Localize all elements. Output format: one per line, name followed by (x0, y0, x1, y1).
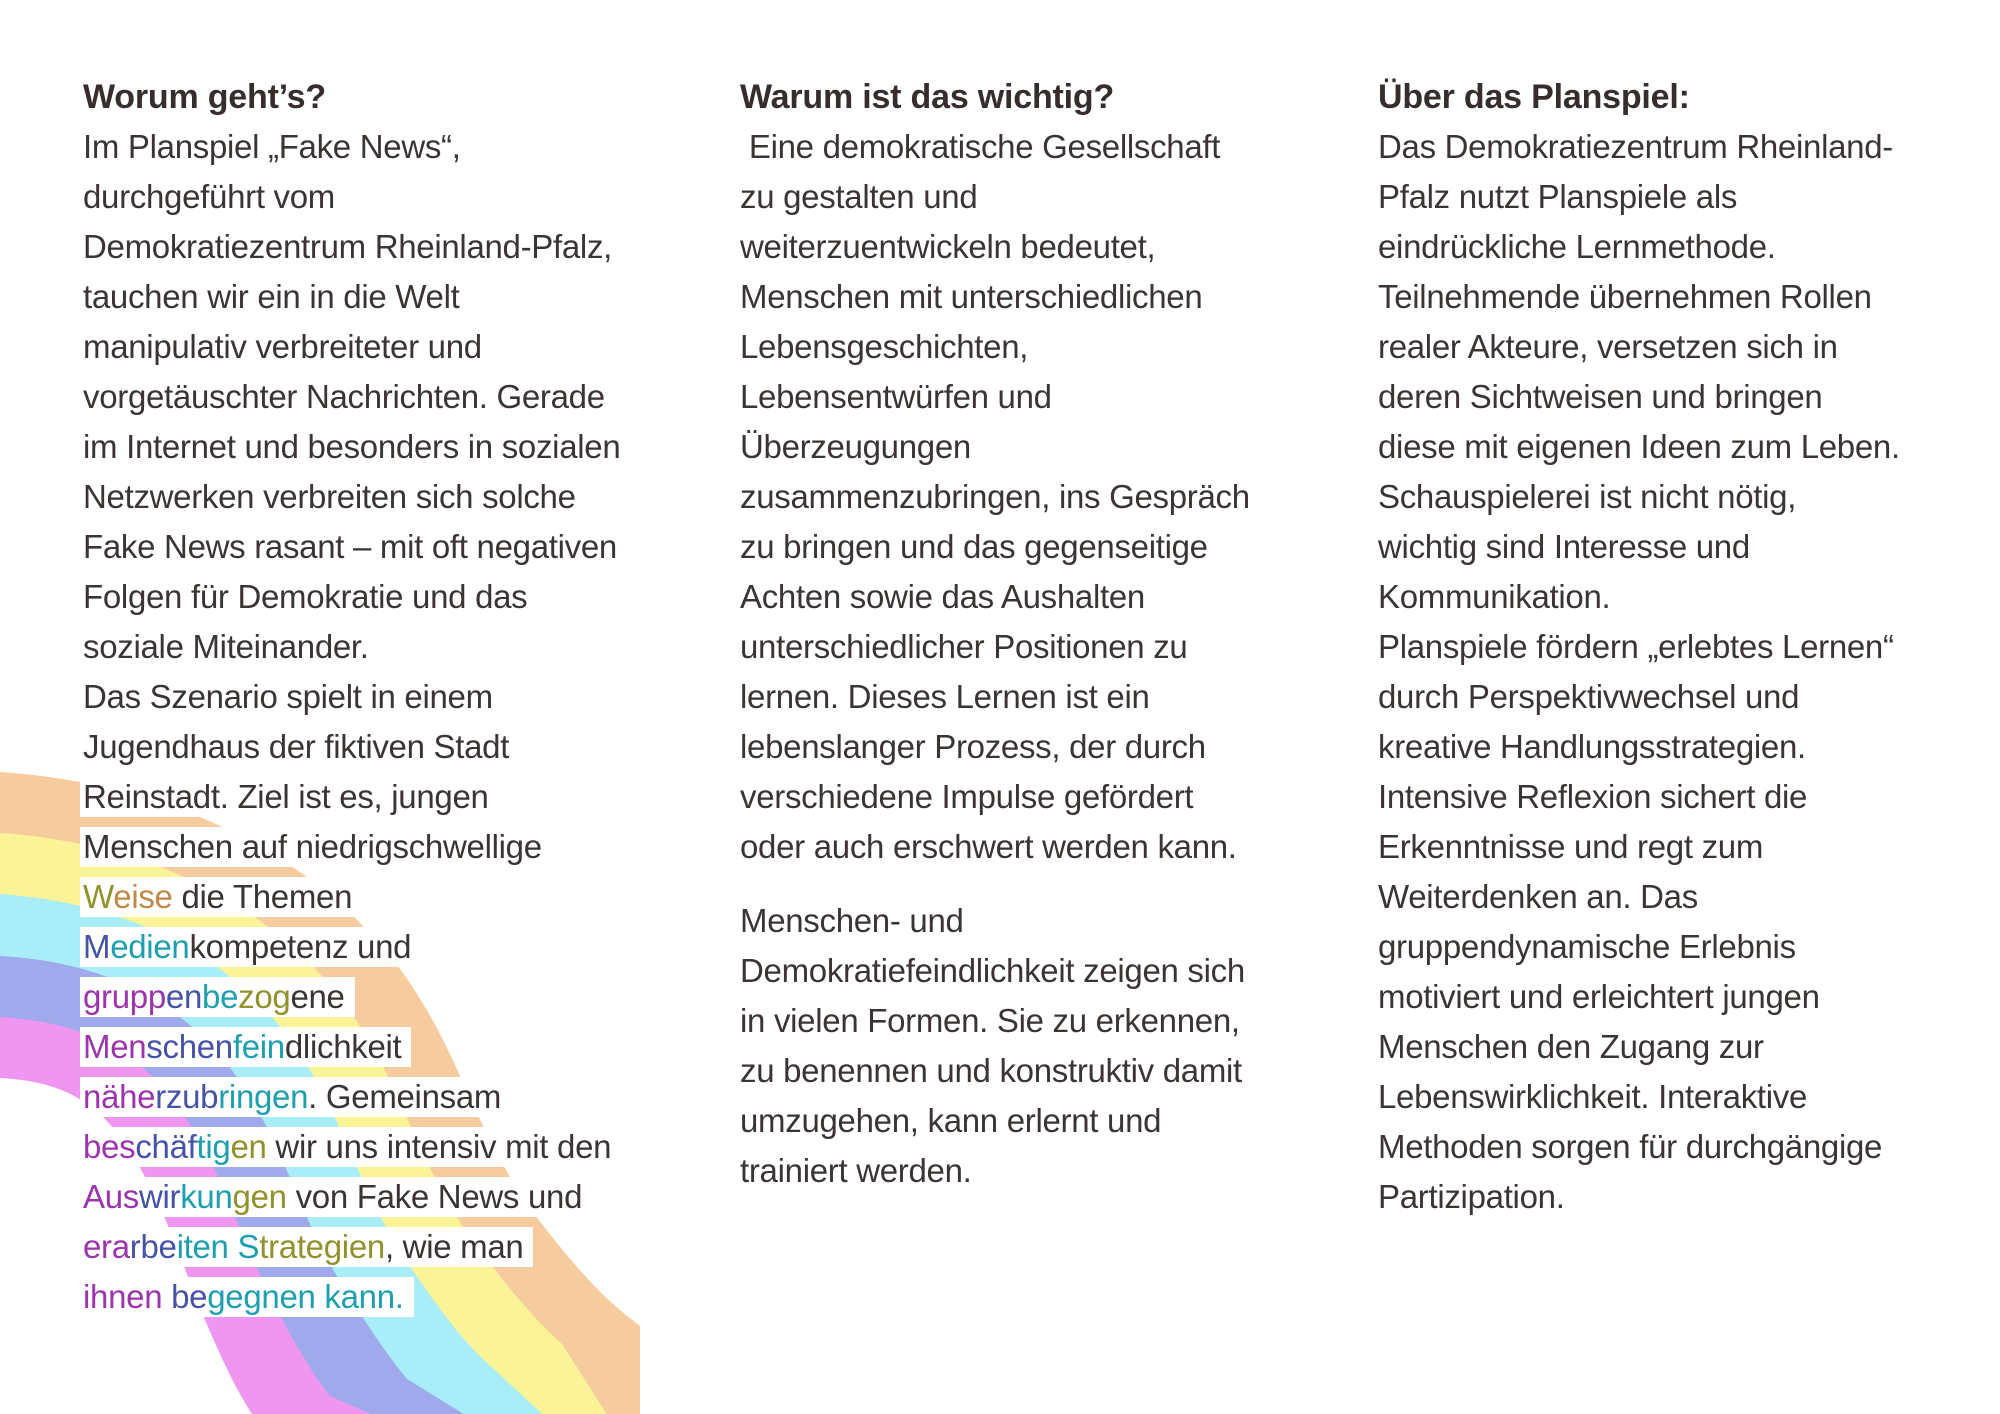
text-line (1378, 1022, 1978, 1072)
text-line (1378, 622, 1978, 672)
text-line (83, 172, 683, 222)
text-line (1378, 922, 1978, 972)
text-line-text: Weise die Themen (80, 877, 362, 917)
text-line-text: Folgen für Demokratie und das (80, 577, 537, 617)
text-line-text: Auswirkungen von Fake News und (80, 1177, 592, 1217)
text-line (83, 772, 683, 822)
text-line (740, 322, 1340, 372)
text-line (83, 322, 683, 372)
text-line-text: soziale Miteinander. (80, 627, 379, 667)
text-line (740, 672, 1340, 722)
text-line (740, 522, 1340, 572)
text-line (83, 672, 683, 722)
text-line (1378, 272, 1978, 322)
text-line (83, 922, 683, 972)
text-line (740, 372, 1340, 422)
text-line (83, 622, 683, 672)
text-line (1378, 572, 1978, 622)
text-line (740, 622, 1340, 672)
text-line-text: Menschen mit unterschiedlichen (737, 277, 1212, 317)
column-body (1378, 122, 1978, 1222)
text-line-text: in vielen Formen. Sie zu erkennen, (737, 1001, 1250, 1041)
text-line-text: Partizipation. (1375, 1177, 1575, 1217)
text-line-text: realer Akteure, versetzen sich in (1375, 327, 1848, 367)
text-line (83, 522, 683, 572)
text-line (1378, 322, 1978, 372)
text-line (83, 372, 683, 422)
text-line (83, 1022, 683, 1072)
text-line (1378, 522, 1978, 572)
text-line-text: Lebensentwürfen und (737, 377, 1062, 417)
text-line-text: Erkenntnisse und regt zum (1375, 827, 1773, 867)
text-line-text: unterschiedlicher Positionen zu (737, 627, 1197, 667)
text-line (740, 946, 1340, 996)
text-line (1378, 472, 1978, 522)
text-line-text: Eine demokratische Gesellschaft (737, 127, 1230, 167)
text-line (83, 1172, 683, 1222)
text-line-text: durch Perspektivwechsel und (1375, 677, 1809, 717)
text-line (83, 972, 683, 1022)
text-line-text: im Internet und besonders in sozialen (80, 427, 630, 467)
text-line (740, 422, 1340, 472)
text-line (83, 1072, 683, 1122)
text-line-text: durchgeführt vom (80, 177, 345, 217)
text-line-text: Pfalz nutzt Planspiele als (1375, 177, 1747, 217)
text-line-text: Im Planspiel „Fake News“, (80, 127, 471, 167)
text-line (1378, 872, 1978, 922)
text-line-text: verschiedene Impulse gefördert (737, 777, 1203, 817)
text-line (740, 1096, 1340, 1146)
text-line (83, 1222, 683, 1272)
text-line (1378, 672, 1978, 722)
text-line-text: zu bringen und das gegenseitige (737, 527, 1218, 567)
column-heading: Warum ist das wichtig? (740, 78, 1115, 116)
text-line-text: Reinstadt. Ziel ist es, jungen (80, 777, 499, 817)
text-line (1378, 972, 1978, 1022)
text-line-text: lernen. Dieses Lernen ist ein (737, 677, 1160, 717)
text-line-text: motiviert und erleichtert jungen (1375, 977, 1830, 1017)
text-line-text: Menschenfeindlichkeit (80, 1027, 411, 1067)
text-line (83, 472, 683, 522)
text-line (83, 422, 683, 472)
text-line (1378, 422, 1978, 472)
text-line-text: beschäftigen wir uns intensiv mit den (80, 1127, 621, 1167)
text-line-text: oder auch erschwert werden kann. (737, 827, 1247, 867)
text-line (1378, 1122, 1978, 1172)
text-line-text: tauchen wir ein in die Welt (80, 277, 470, 317)
text-line-text: eindrückliche Lernmethode. (1375, 227, 1786, 267)
text-line-text: zu gestalten und (737, 177, 987, 217)
text-line (83, 272, 683, 322)
text-line (740, 222, 1340, 272)
text-line (1378, 122, 1978, 172)
text-line-text: Medienkompetenz und (80, 927, 421, 967)
text-line-text: wichtig sind Interesse und (1375, 527, 1760, 567)
text-line (83, 822, 683, 872)
column-body (83, 122, 683, 1322)
text-line-text: Demokratiezentrum Rheinland-Pfalz, (80, 227, 622, 267)
text-line-text: Jugendhaus der fiktiven Stadt (80, 727, 519, 767)
text-line-text: Demokratiefeindlichkeit zeigen sich (737, 951, 1255, 991)
text-line-text: Das Demokratiezentrum Rheinland- (1375, 127, 1903, 167)
text-line (740, 822, 1340, 872)
text-line (1378, 222, 1978, 272)
text-line (740, 772, 1340, 822)
text-line-text: Lebenswirklichkeit. Interaktive (1375, 1077, 1817, 1117)
text-line-text: lebenslanger Prozess, der durch (737, 727, 1216, 767)
text-line (83, 1122, 683, 1172)
column-heading: Worum geht’s? (83, 78, 326, 116)
text-line-text: Das Szenario spielt in einem (80, 677, 503, 717)
text-line-text: weiterzuentwickeln bedeutet, (737, 227, 1165, 267)
text-line (740, 1146, 1340, 1196)
text-line-text: Kommunikation. (1375, 577, 1620, 617)
text-line (83, 722, 683, 772)
text-line (83, 222, 683, 272)
text-line (1378, 1072, 1978, 1122)
text-line-text: Methoden sorgen für durchgängige (1375, 1127, 1892, 1167)
text-line-text: manipulativ verbreiteter und (80, 327, 492, 367)
text-line-text: Netzwerken verbreiten sich solche (80, 477, 586, 517)
text-line (1378, 172, 1978, 222)
text-line-text: Menschen- und (737, 901, 974, 941)
text-line (83, 1272, 683, 1322)
text-line (1378, 772, 1978, 822)
text-line-text: trainiert werden. (737, 1151, 982, 1191)
text-line-text: diese mit eigenen Ideen zum Leben. (1375, 427, 1910, 467)
text-line-text: Menschen auf niedrigschwellige (80, 827, 552, 867)
text-line (740, 272, 1340, 322)
text-line (740, 722, 1340, 772)
text-line-text: vorgetäuschter Nachrichten. Gerade (80, 377, 615, 417)
text-line-text: deren Sichtweisen und bringen (1375, 377, 1832, 417)
column-body (740, 122, 1340, 1196)
text-line-text: ihnen begegnen kann. (80, 1277, 414, 1317)
text-line (740, 122, 1340, 172)
text-line (740, 996, 1340, 1046)
text-line-text: Teilnehmende übernehmen Rollen (1375, 277, 1882, 317)
text-line (740, 472, 1340, 522)
text-line (83, 872, 683, 922)
column-worum-gehts (83, 72, 683, 1322)
column-ueber-planspiel (1378, 72, 1978, 1222)
text-line (83, 572, 683, 622)
text-line (740, 1046, 1340, 1096)
text-line-text: umzugehen, kann erlernt und (737, 1101, 1171, 1141)
text-line-text: zu benennen und konstruktiv damit (737, 1051, 1252, 1091)
text-line-text: erarbeiten Strategien, wie man (80, 1227, 533, 1267)
text-line-text: kreative Handlungsstrategien. (1375, 727, 1816, 767)
text-line-text: näherzubringen. Gemeinsam (80, 1077, 511, 1117)
text-line-text: Lebensgeschichten, (737, 327, 1038, 367)
text-line-text: Weiterdenken an. Das (1375, 877, 1708, 917)
text-line (1378, 722, 1978, 772)
text-line (83, 122, 683, 172)
text-line-text: Überzeugungen (737, 427, 981, 467)
text-line-text: Intensive Reflexion sichert die (1375, 777, 1817, 817)
text-line-text: Menschen den Zugang zur (1375, 1027, 1774, 1067)
column-heading: Über das Planspiel: (1378, 78, 1690, 116)
text-line (1378, 372, 1978, 422)
text-line-text: zusammenzubringen, ins Gespräch (737, 477, 1260, 517)
text-line-text: Achten sowie das Aushalten (737, 577, 1155, 617)
text-line (740, 572, 1340, 622)
text-line (740, 896, 1340, 946)
text-line-text: Schauspielerei ist nicht nötig, (1375, 477, 1806, 517)
text-line-text: Planspiele fördern „erlebtes Lernen“ (1375, 627, 1904, 667)
text-line-text: Fake News rasant – mit oft negativen (80, 527, 627, 567)
text-line (1378, 822, 1978, 872)
text-line-text: gruppenbezogene (80, 977, 355, 1017)
text-line (740, 172, 1340, 222)
column-warum-wichtig (740, 72, 1340, 1196)
text-line-text: gruppendynamische Erlebnis (1375, 927, 1806, 967)
text-line (1378, 1172, 1978, 1222)
